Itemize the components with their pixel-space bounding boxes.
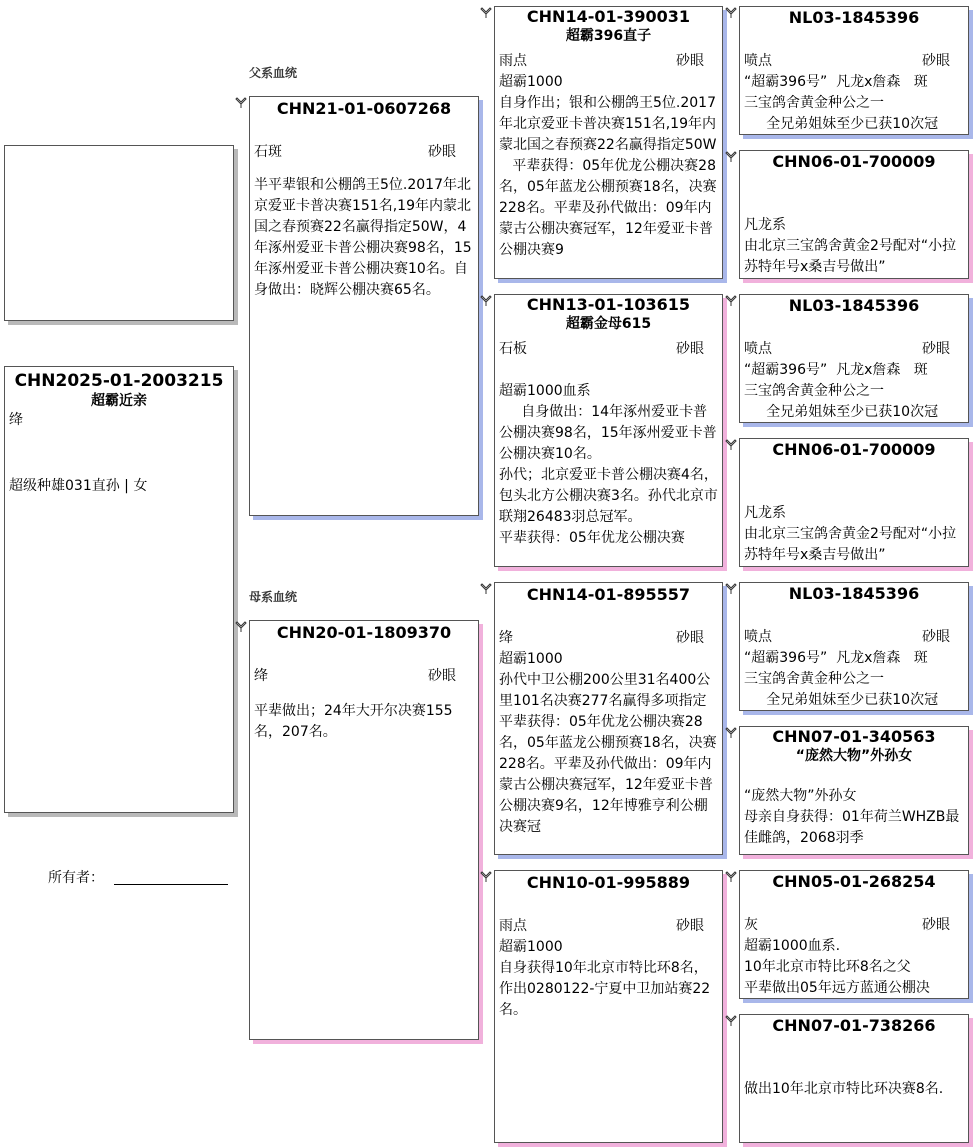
subject-color: 绛 xyxy=(9,412,23,428)
sds-color: 喷点 xyxy=(744,341,772,357)
edit-pencil-icon[interactable] xyxy=(724,870,738,884)
sire-dam-color: 石板 xyxy=(499,341,527,357)
sdd-ring: CHN06-01-700009 xyxy=(772,440,936,459)
ddd-ring: CHN07-01-738266 xyxy=(772,1016,936,1035)
sire-sire-ring: CHN14-01-390031 xyxy=(526,7,691,26)
sire-sire-color: 雨点 xyxy=(499,53,527,69)
ddd-desc: 做出10年北京市特比环决赛8名. xyxy=(744,1081,944,1097)
sds-desc: “超霸396号” 凡龙x詹森 斑 三宝鸽舍黄金种公之一 全兄弟姐妹至少已获10次冠 xyxy=(744,362,939,420)
sire-card xyxy=(249,96,479,516)
ddd-card xyxy=(739,1014,969,1143)
sds-eye: 砂眼 xyxy=(922,341,950,357)
dss-color: 喷点 xyxy=(744,629,772,645)
sdd-desc: 凡龙系 由北京三宝鸽舍黄金2号配对“小拉苏特年号x桑吉号做出” xyxy=(744,505,957,563)
dds-desc: 超霸1000血系. 10年北京市特比环8名之父 平辈做出05年远方蓝通公棚决 xyxy=(744,938,930,996)
dam-dam-card xyxy=(494,870,723,1143)
dam-dam-color-row xyxy=(495,916,722,937)
sire-dam-color-row xyxy=(495,339,722,360)
dam-dam-ring: CHN10-01-995889 xyxy=(526,873,691,892)
sire-color: 石斑 xyxy=(254,144,282,160)
edit-pencil-icon[interactable] xyxy=(234,96,248,110)
sire-desc: 半平辈银和公棚鸽王5位.2017年北京爱亚卡普决赛151名,19年内蒙北国之春预赛22名赢得指定50W，4年涿州爱亚卡普公棚决赛98名，15年涿州爱亚卡普公棚决赛10名。自身做出：晓辉公棚决赛65名。 xyxy=(254,177,472,298)
sire-color-row xyxy=(250,142,478,163)
edit-pencil-icon[interactable] xyxy=(724,294,738,308)
sire-dam-desc: 超霸1000血系 自身做出：14年涿州爱亚卡普公棚决赛98名，15年涿州爱亚卡普公棚决赛10名。 孙代；北京爱亚卡普公棚决赛4名，包头北方公棚决赛3名。孙代北京市联翔26483羽总冠军。 平辈获得：05年优龙公棚决赛 xyxy=(499,383,718,546)
dam-color: 绛 xyxy=(254,668,268,684)
edit-pencil-icon[interactable] xyxy=(724,150,738,164)
edit-pencil-icon[interactable] xyxy=(479,294,493,308)
ssd-ring: CHN06-01-700009 xyxy=(772,152,936,171)
sire-dam-eye: 砂眼 xyxy=(676,341,704,357)
edit-pencil-icon[interactable] xyxy=(724,1014,738,1028)
dam-dam-desc: 超霸1000 自身获得10年北京市特比环8名，作出0280122-宁夏中卫加站赛22名。 xyxy=(499,939,711,1018)
sire-sire-desc: 超霸1000 自身作出；银和公棚鸽王5位.2017年北京爱亚卡普决赛151名,19年内蒙北国之春预赛22名赢得指定50W 平辈获得：05年优龙公棚决赛28名，05年蓝龙公棚预赛18名，决赛228名。平辈及孙代做出：09年内蒙古公棚决赛冠军，12年爱亚卡普公棚决赛9 xyxy=(499,74,717,258)
subject-desc: 超级种雄031直孙 | 女 xyxy=(9,478,148,494)
dam-desc: 平辈做出；24年大开尔决赛155名，207名。 xyxy=(254,703,453,740)
sire-ring: CHN21-01-0607268 xyxy=(276,99,452,118)
dam-ring: CHN20-01-1809370 xyxy=(276,623,452,642)
dss-color-row xyxy=(740,627,968,648)
dam-sire-desc: 超霸1000 孙代中卫公棚200公里31名400公里101名决赛277名赢得多项指定 平辈获得：05年优龙公棚决赛28名，05年蓝龙公棚预赛18名，决赛228名。平辈及孙代做出：09年内蒙古公棚决赛冠军，12年爱亚卡普公棚决赛9名，12年博雅亨利公棚决赛冠 xyxy=(499,651,717,835)
dam-dam-color: 雨点 xyxy=(499,918,527,934)
sire-sire-color-row xyxy=(495,51,722,72)
dsd-card xyxy=(739,726,969,855)
dds-eye: 砂眼 xyxy=(922,917,950,933)
subject-card xyxy=(4,366,234,813)
sds-color-row xyxy=(740,339,968,360)
dam-dam-eye: 砂眼 xyxy=(676,918,704,934)
sds-ring: NL03-1845396 xyxy=(788,296,920,315)
dss-ring: NL03-1845396 xyxy=(788,584,920,603)
sds-card xyxy=(739,294,969,423)
sss-desc: “超霸396号” 凡龙x詹森 斑 三宝鸽舍黄金种公之一 全兄弟姐妹至少已获10次冠 xyxy=(744,74,939,132)
dsd-name: “庞然大物”外孙女 xyxy=(795,748,913,764)
dam-sire-ring: CHN14-01-895557 xyxy=(526,585,691,604)
dss-desc: “超霸396号” 凡龙x詹森 斑 三宝鸽舍黄金种公之一 全兄弟姐妹至少已获10次冠 xyxy=(744,650,939,708)
sss-ring: NL03-1845396 xyxy=(788,8,920,27)
subject-ring: CHN2025-01-2003215 xyxy=(14,371,224,391)
dam-color-row xyxy=(250,666,478,687)
dsd-ring: CHN07-01-340563 xyxy=(772,727,936,746)
dam-eye: 砂眼 xyxy=(428,668,456,684)
sire-dam-name: 超霸金母615 xyxy=(565,316,652,332)
sss-card xyxy=(739,6,969,135)
edit-pencil-icon[interactable] xyxy=(479,6,493,20)
edit-pencil-icon[interactable] xyxy=(234,620,248,634)
dds-card xyxy=(739,870,969,999)
sire-dam-ring: CHN13-01-103615 xyxy=(526,295,691,314)
edit-pencil-icon[interactable] xyxy=(479,870,493,884)
dam-sire-color-row xyxy=(495,628,722,649)
dam-sire-color: 绛 xyxy=(499,630,513,646)
dam-sire-card xyxy=(494,582,723,855)
dam-card xyxy=(249,620,479,1040)
sss-eye: 砂眼 xyxy=(922,53,950,69)
owner-label: 所有者： xyxy=(48,870,104,886)
edit-pencil-icon[interactable] xyxy=(724,582,738,596)
sire-sire-name: 超霸396直子 xyxy=(565,28,652,44)
edit-pencil-icon[interactable] xyxy=(724,438,738,452)
sire-line-label: 父系血统 xyxy=(249,66,298,80)
sire-dam-card xyxy=(494,294,723,567)
subject-name: 超霸近亲 xyxy=(91,393,147,409)
photo-box xyxy=(4,145,234,321)
dsd-desc: “庞然大物”外孙女 母亲自身获得：01年荷兰WHZB最佳雌鸽，2068羽季 xyxy=(744,788,960,846)
dss-eye: 砂眼 xyxy=(922,629,950,645)
dam-line-label: 母系血统 xyxy=(249,590,298,604)
ssd-desc: 凡龙系 由北京三宝鸽舍黄金2号配对“小拉苏特年号x桑吉号做出” xyxy=(744,217,957,275)
owner-signature-line xyxy=(114,884,228,885)
sss-color-row xyxy=(740,51,968,72)
sdd-card xyxy=(739,438,969,567)
sire-eye: 砂眼 xyxy=(428,144,456,160)
dds-ring: CHN05-01-268254 xyxy=(772,872,936,891)
sire-sire-eye: 砂眼 xyxy=(676,53,704,69)
sire-sire-card xyxy=(494,6,723,279)
dds-color-row xyxy=(740,915,968,936)
edit-pencil-icon[interactable] xyxy=(724,6,738,20)
dam-sire-eye: 砂眼 xyxy=(676,630,704,646)
sss-color: 喷点 xyxy=(744,53,772,69)
edit-pencil-icon[interactable] xyxy=(479,582,493,596)
dss-card xyxy=(739,582,969,711)
dds-color: 灰 xyxy=(744,917,758,933)
edit-pencil-icon[interactable] xyxy=(724,726,738,740)
ssd-card xyxy=(739,150,969,279)
